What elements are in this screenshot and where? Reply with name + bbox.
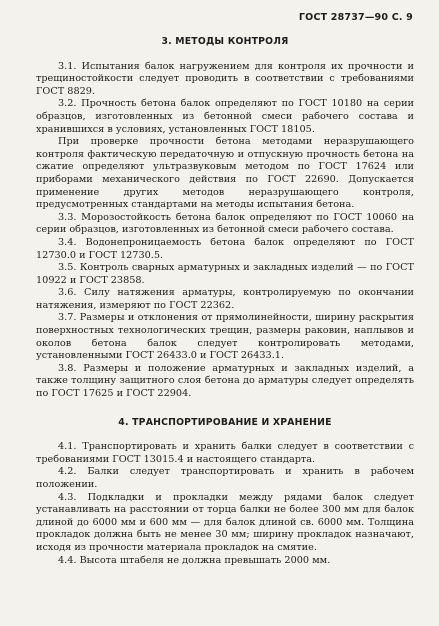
paragraph-3-6: 3.6. Силу натяжения арматуры, контролируемую по окончании натяжения, измеряют по ГОСТ 22362. bbox=[36, 287, 414, 311]
paragraph-4-1: 4.1. Транспортировать и хранить балки следует в соответствии с требованиями ГОСТ 13015.4 и настоящего стандарта. bbox=[36, 441, 414, 465]
paragraph-3-5: 3.5. Контроль сварных арматурных и закладных изделий — по ГОСТ 10922 и ГОСТ 23858. bbox=[36, 262, 414, 286]
paragraph-4-3: 4.3. Подкладки и прокладки между рядами балок следует устанавливать на расстоянии от торца балки не более 300 мм для балок длиной до 6000 мм и 600 мм — для балок длиной св. 6000 мм. Толщина прокладок должна быть не менее 30 мм; ширину прокладок назначают, исходя из прочности материала прокладок на смятие. bbox=[36, 491, 414, 553]
paragraph-3-8: 3.8. Размеры и положение арматурных и закладных изделий, а также толщину защитного слоя бетона до арматуры следует определять по ГОСТ 17625 и ГОСТ 22904. bbox=[36, 362, 414, 400]
paragraph-3-4: 3.4. Водонепроницаемость бетона балок определяют по ГОСТ 12730.0 и ГОСТ 12730.5. bbox=[36, 236, 414, 261]
page-header: ГОСТ 28737—90 С. 9 bbox=[298, 12, 413, 23]
paragraph-3-7: 3.7. Размеры и отклонения от прямолинейности, ширину раскрытия поверхностных технологических трещин, размеры раковин, наплывов и околов бетона балок следует контролировать методами, установленными ГОСТ 26433.0 и ГОСТ 26433.1. bbox=[36, 312, 414, 362]
paragraph-3-2: 3.2. Прочность бетона балок определяют по ГОСТ 10180 на серии образцов, изготовленных из бетонной смеси рабочего состава и хранившихся в условиях, установленных ГОСТ 18105. bbox=[36, 98, 414, 135]
paragraph-3-2-ndt: При проверке прочности бетона методами неразрушающего контроля фактическую передаточную и отпускную прочность бетона на сжатие определяют ультразвуковым методом по ГОСТ 17624 или приборами механического действия по ГОСТ 22690. Допускается применение других методов неразрушающего контроля, предусмотренных стандартами на методы испытания бетона. bbox=[36, 136, 414, 211]
paragraph-3-1: 3.1. Испытания балок нагружением для контроля их прочности и трещиностойкости следует проводить в соответствии с требованиями ГОСТ 8829. bbox=[36, 60, 414, 97]
paragraph-4-4: 4.4. Высота штабеля не должна превышать 2000 мм. bbox=[58, 554, 331, 566]
section-title-methods: 3. МЕТОДЫ КОНТРОЛЯ bbox=[161, 36, 289, 47]
paragraph-3-3: 3.3. Морозостойкость бетона балок определяют по ГОСТ 10060 на серии образцов, изготовленных из бетонной смеси рабочего состава. bbox=[36, 211, 414, 236]
document-body bbox=[36, 36, 414, 567]
paragraph-4-2: 4.2. Балки следует транспортировать и хранить в рабочем положении. bbox=[36, 466, 414, 490]
section-title-transport: 4. ТРАНСПОРТИРОВАНИЕ И ХРАНЕНИЕ bbox=[118, 416, 332, 428]
